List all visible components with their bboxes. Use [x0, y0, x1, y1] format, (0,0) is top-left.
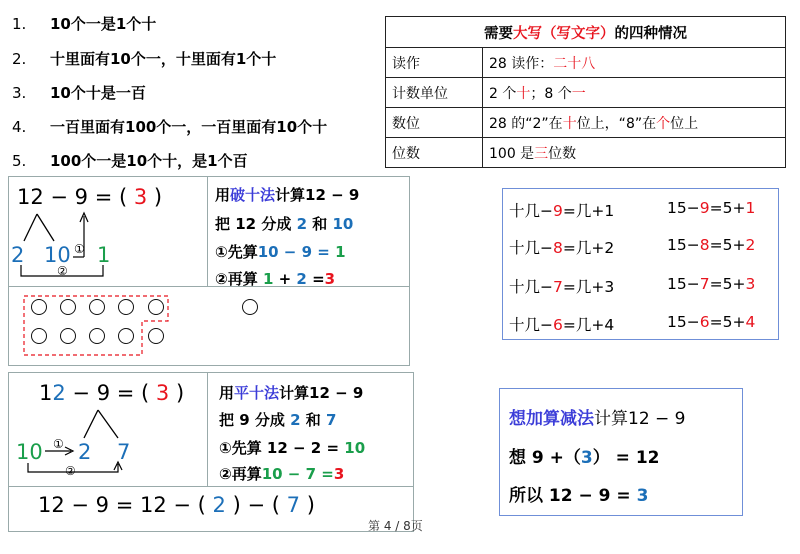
list-item: 4. 一百里面有100个一，一百里面有10个十 [12, 118, 328, 136]
rule-row: 十几−9=几+1 [509, 202, 615, 220]
step-marker: ② [57, 264, 68, 278]
break-ten-step1: ①先算10 − 9 = 1 [215, 243, 346, 261]
table-title: 需要大写（写文字）的四种情况 [386, 17, 786, 48]
level-ten-split-lines [0, 0, 210, 500]
break-ten-split-line: 把 12 分成 2 和 10 [215, 215, 354, 233]
list-item: 3. 10个十是一百 [12, 84, 146, 102]
level-ten-equation: 12 − 9 = ( 3 ) [39, 381, 185, 405]
level-ten-step1: ①先算 12 − 2 = 10 [219, 439, 366, 457]
level-ten-title: 用平十法计算12 − 9 [219, 384, 364, 402]
rule-example: 15−8=5+2 [667, 236, 756, 254]
level-split-10: 10 [16, 440, 43, 464]
table-row: 计数单位 2 个十；8 个一 [386, 78, 786, 108]
step-marker: ① [53, 437, 64, 451]
table-header-row [386, 17, 786, 48]
rule-example: 15−7=5+3 [667, 275, 756, 293]
page-number: 第 4 / 8页 [368, 519, 423, 533]
uppercase-cases-table [385, 16, 786, 168]
level-split-2: 2 [78, 440, 92, 464]
table-row: 数位 28 的“2”在十位上，“8”在个位上 [386, 108, 786, 138]
counter-circle [242, 299, 258, 315]
think-addition-title: 想加算减法计算12 − 9 [509, 409, 686, 429]
split-part-2: 2 [11, 243, 25, 267]
level-ten-split-line: 把 9 分成 2 和 7 [219, 411, 337, 429]
rule-row: 十几−8=几+2 [509, 239, 615, 257]
rule-example: 15−9=5+1 [667, 199, 756, 217]
break-ten-title: 用破十法计算12 − 9 [215, 186, 360, 204]
list-item: 5. 100个一是10个十，是1个百 [12, 152, 248, 170]
think-addition-line: 想 9 +（3） = 12 [509, 448, 660, 468]
table-row: 读作 28 读作：二十八 [386, 48, 786, 78]
table-row: 位数 100 是三位数 [386, 138, 786, 168]
level-ten-step2: ②再算10 − 7 =3 [219, 465, 345, 483]
step-marker: ② [65, 464, 76, 478]
rule-row: 十几−7=几+3 [509, 278, 615, 296]
level-split-7: 7 [117, 440, 131, 464]
think-addition-result: 所以 12 − 9 = 3 [509, 486, 649, 506]
rule-example: 15−6=5+4 [667, 313, 756, 331]
list-item: 2. 十里面有10个一，十里面有1个十 [12, 50, 277, 68]
rule-row: 十几−6=几+4 [509, 316, 615, 334]
split-part-10: 10 [44, 243, 71, 267]
break-ten-equation: 12 − 9 = ( 3 ) [17, 185, 163, 209]
list-item: 1. 10个一是1个十 [12, 15, 157, 33]
split-result-1: 1 [97, 243, 111, 267]
break-ten-step2: ②再算 1 + 2 =3 [215, 270, 336, 288]
step-marker: ① [74, 242, 85, 256]
level-ten-bottom-equation: 12 − 9 = 12 − ( 2 ) − ( 7 ) [38, 493, 315, 517]
